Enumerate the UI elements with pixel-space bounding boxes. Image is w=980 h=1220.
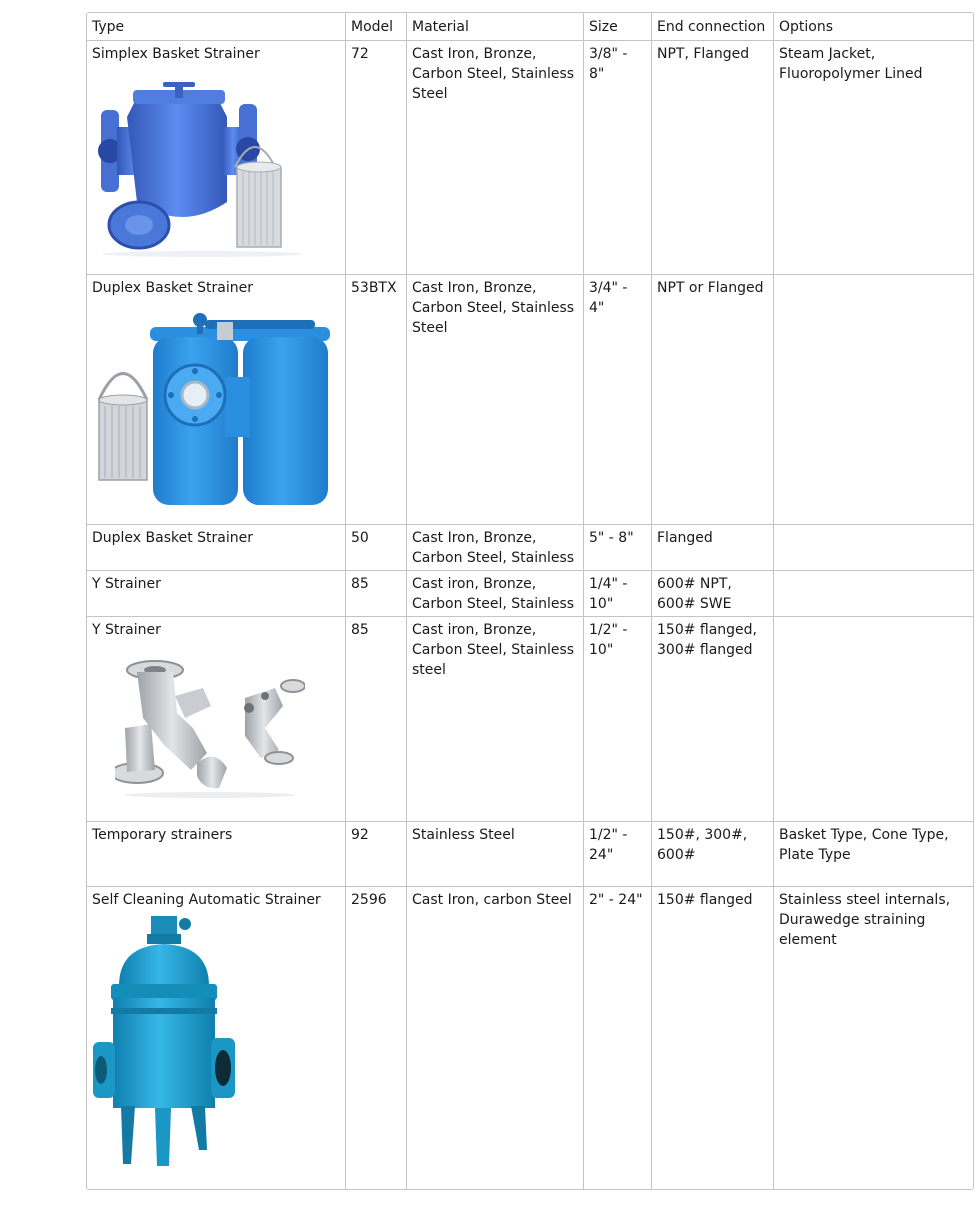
cell-end-connection: 150# flanged [652, 886, 774, 1189]
cell-model: 53BTX [346, 274, 407, 524]
cell-size: 3/4" - 4" [584, 274, 652, 524]
cell-size: 1/2" - 10" [584, 616, 652, 821]
table-row [87, 616, 973, 822]
cell-options [774, 524, 975, 570]
duplex-strainer-image [95, 302, 335, 517]
header-type: Type [87, 13, 346, 40]
type-text: Y Strainer [92, 622, 161, 638]
cell-end-connection: NPT or Flanged [652, 274, 774, 524]
cell-end-connection: 600# NPT, 600# SWE [652, 570, 774, 616]
cell-model: 85 [346, 570, 407, 616]
cell-type: Duplex Basket Strainer [87, 524, 346, 570]
type-text: Self Cleaning Automatic Strainer [92, 892, 321, 908]
cell-size: 3/8" - 8" [584, 40, 652, 274]
cell-model: 92 [346, 821, 407, 886]
cell-material: Cast Iron, carbon Steel [407, 886, 584, 1189]
cell-end-connection: NPT, Flanged [652, 40, 774, 274]
type-text: Simplex Basket Strainer [92, 46, 260, 62]
table-row [87, 886, 973, 1189]
y-strainer-image [115, 658, 305, 798]
header-model: Model [346, 13, 407, 40]
type-text: Duplex Basket Strainer [92, 280, 254, 296]
cell-material: Cast Iron, Bronze, Carbon Steel, Stainless Steel [407, 274, 584, 524]
table-row [87, 40, 973, 275]
header-options: Options [779, 19, 834, 35]
cell-model: 2596 [346, 886, 407, 1189]
cell-type [87, 616, 346, 821]
cell-model: 50 [346, 524, 407, 570]
cell-size: 1/2" - 24" [584, 821, 652, 886]
cell-size: 2" - 24" [584, 886, 652, 1189]
cell-type: Temporary strainers [87, 821, 346, 886]
cell-type: Y Strainer [87, 570, 346, 616]
cell-type [87, 886, 346, 1189]
cell-options: Steam Jacket, Fluoropolymer Lined [779, 46, 923, 82]
table-row [87, 570, 973, 617]
cell-model: 85 [346, 616, 407, 821]
cell-type [87, 40, 346, 274]
cell-options [774, 274, 975, 524]
cell-size: 5" - 8" [584, 524, 652, 570]
header-material: Material [407, 13, 584, 40]
table-row [87, 524, 973, 571]
cell-end-connection: Flanged [652, 524, 774, 570]
self-cleaning-strainer-image [91, 914, 241, 1169]
cell-size: 1/4" - 10" [584, 570, 652, 616]
cell-material: Stainless Steel [407, 821, 584, 886]
cell-material: Cast iron, Bronze, Carbon Steel, Stainless steel [407, 616, 584, 821]
cell-options: Basket Type, Cone Type, Plate Type [779, 827, 949, 863]
cell-end-connection: 150# flanged, 300# flanged [652, 616, 774, 821]
cell-material: Cast iron, Bronze, Carbon Steel, Stainless [407, 570, 584, 616]
cell-type [87, 274, 346, 524]
strainer-table [86, 12, 974, 1190]
cell-options [774, 616, 975, 821]
header-size: Size [584, 13, 652, 40]
cell-material: Cast Iron, Bronze, Carbon Steel, Stainless [407, 524, 584, 570]
table-header-row [87, 13, 973, 41]
cell-material: Cast Iron, Bronze, Carbon Steel, Stainless Steel [407, 40, 584, 274]
header-end-connection: End connection [652, 13, 774, 40]
simplex-strainer-image [97, 82, 307, 257]
cell-options [774, 570, 975, 616]
cell-end-connection: 150#, 300#, 600# [652, 821, 774, 886]
cell-options: Stainless steel internals, Durawedge straining element [779, 892, 951, 948]
table-row [87, 274, 973, 525]
table-row [87, 821, 973, 887]
cell-model: 72 [346, 40, 407, 274]
